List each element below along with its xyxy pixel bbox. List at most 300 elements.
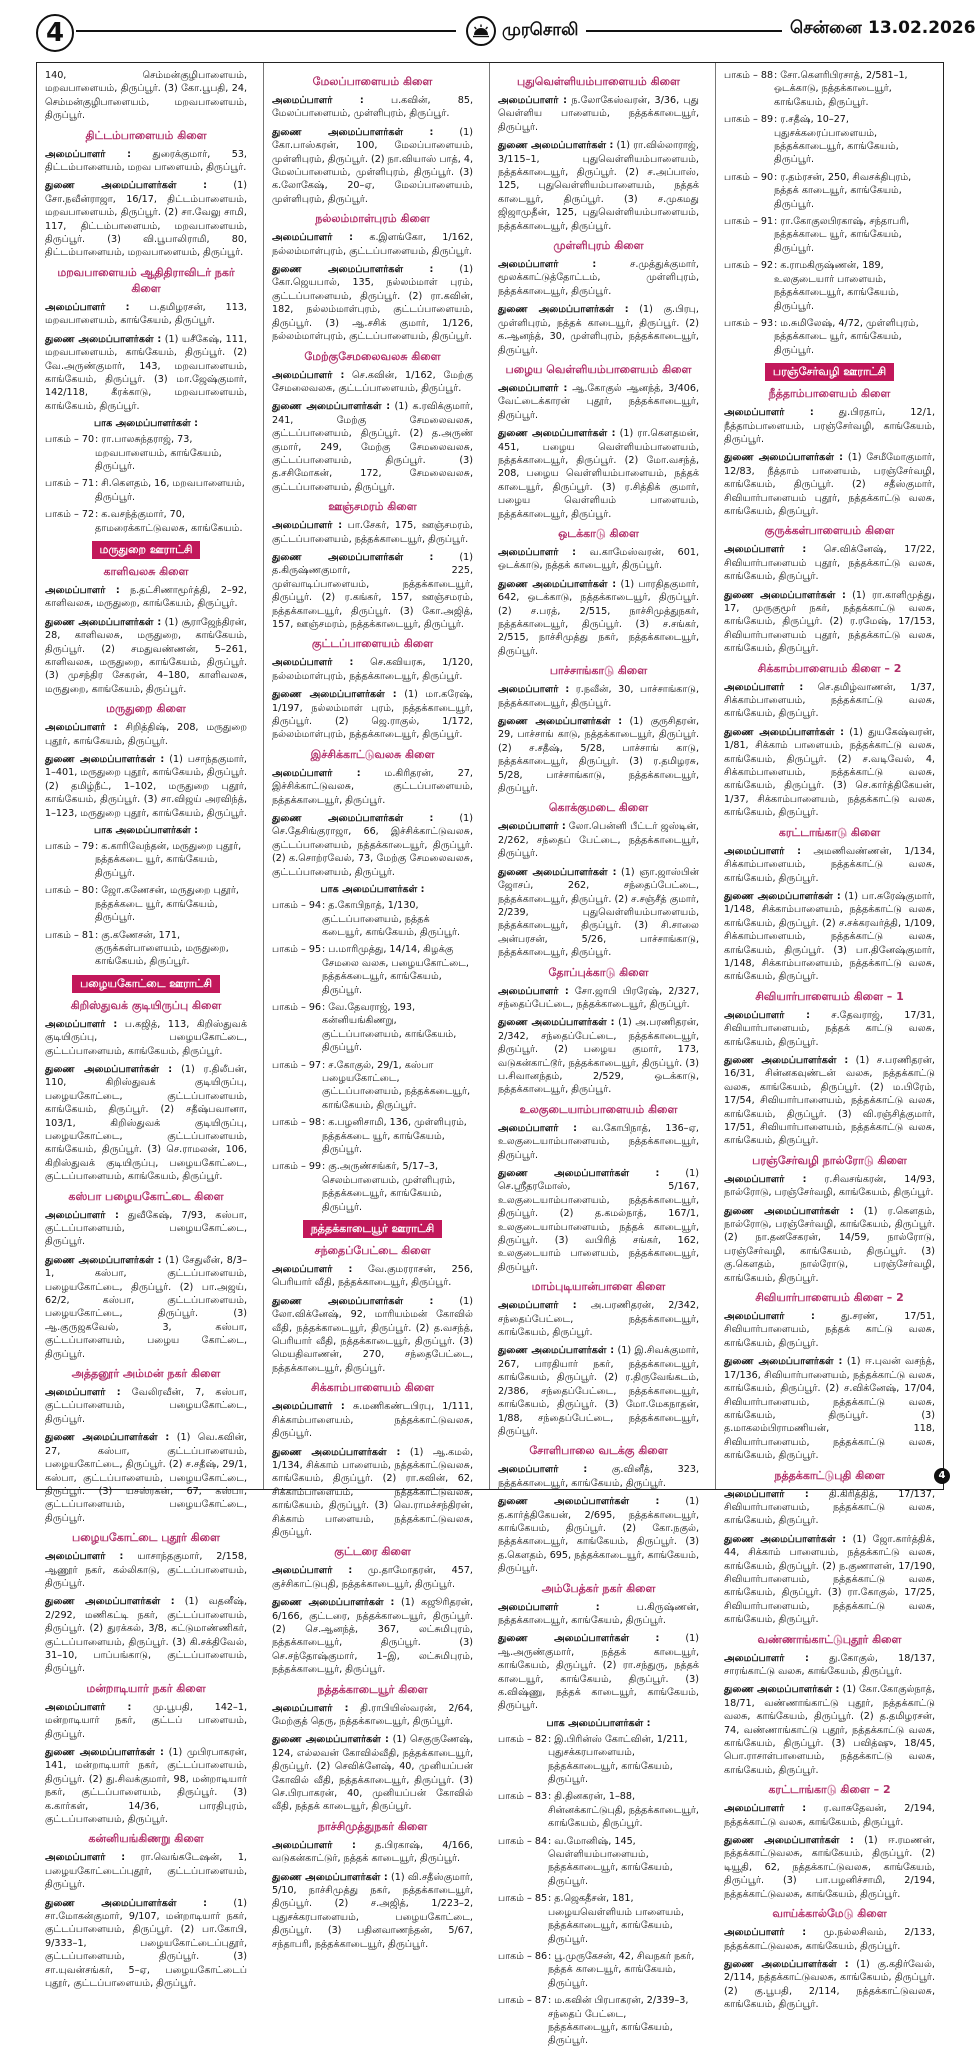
- role-label: துணை அமைப்பாளர்கள் :: [724, 1205, 854, 1217]
- entry-paragraph: [45, 333, 247, 413]
- section-heading: நத்தக்காடையூர் கிளை: [317, 1682, 428, 1696]
- entry-text: (1) கு.கதிர்வேல், 2/114, நத்தக்காட்டுவலசு, காங்கேயம், திருப்பூர். (2) கு.பூபதி, 2/114, நத்தக்காட்டுவலசு, காங்கேயம், திருப்பூர்.: [724, 1958, 935, 2011]
- section-heading: இச்சிக்காட்டுவலசு கிளை: [310, 747, 435, 761]
- role-label: துணை அமைப்பாளர்கள் :: [498, 866, 617, 878]
- role-label: அமைப்பாளர் :: [45, 1852, 126, 1864]
- section-heading: சிக்காம்பாளையம் கிளை – 2: [757, 661, 902, 675]
- role-label: துணை அமைப்பாளர்கள் :: [724, 1054, 849, 1066]
- entry-paragraph: [498, 1344, 699, 1438]
- section-heading: ஒடக்காடு கிளை: [558, 526, 639, 540]
- entry-text: ப.கவின், 85, மேலப்பாளையம், முள்ளிபுரம், திருப்பூர்.: [272, 95, 473, 120]
- entry-paragraph: [724, 451, 935, 518]
- role-label: அமைப்பாளர் :: [498, 1464, 588, 1476]
- role-label: துணை அமைப்பாளர்கள் :: [45, 616, 162, 628]
- booth-number: பாகம் – 84: [498, 1835, 548, 1847]
- booth-entry: [498, 1733, 699, 1787]
- section-heading: பழையகோட்டை புதூர் கிளை: [72, 1531, 220, 1545]
- booth-entry: [272, 1116, 473, 1156]
- entry-text: து.பிரதாப், 12/1, நீத்தாம்பாளையம், பரஞ்சேர்வழி, காங்கேயம், திருப்பூர்.: [724, 407, 935, 445]
- entry-text: (1) ரா.கௌதமன், 451, பழைய வெள்ளியம்பாளையம், நத்தக்காடையூர், திருப்பூர். (2) மோ.வசந்த், 208, பழைய வெள்ளியம்பாளையம், நத்தக் காடையூர், திருப்பூர். (3) ர.சித்திக் குமார், பழைய வெள்ளியம் பாளையம், நத்தக்காடையூர், திருப்பூர்.: [498, 428, 699, 520]
- booth-entry: [724, 259, 935, 313]
- role-label: துணை அமைப்பாளர்கள் :: [498, 578, 617, 590]
- role-label: அமைப்பாளர் :: [45, 1209, 119, 1221]
- entry-paragraph: [45, 1209, 247, 1249]
- entry-paragraph: [45, 1595, 247, 1675]
- entry-paragraph: [272, 1446, 473, 1540]
- section-heading: தோப்புக்காடு கிளை: [548, 965, 649, 979]
- role-label: துணை அமைப்பாளர்கள் :: [724, 726, 844, 738]
- role-label: அமைப்பாளர் :: [272, 520, 343, 532]
- entry-paragraph: [272, 1839, 473, 1866]
- booth-entry: [272, 1059, 473, 1113]
- booth-entry: [272, 1160, 473, 1214]
- role-label: அமைப்பாளர் :: [498, 1601, 600, 1613]
- entry-paragraph: [272, 1733, 473, 1813]
- section-heading: பாச்சாங்காடு கிளை: [549, 664, 648, 678]
- entry-text: (1) ஆ.கமல், 1/134, சிக்காம் பாளையம், நத்தக்காட்டுவலசு, காங்கேயம், திருப்பூர். (2) ரா.கவின், 62, சிக்காம்பாளையம், நத்தக்காட்டுவலசு, காங்கேயம், திருப்பூர். (3) வெ.ராமச்சந்திரன், சிக்காம் பாளையம், நத்தக்காட்டுவலசு, திருப்பூர்.: [272, 1446, 473, 1538]
- section-heading: சிவியார்பாளையம் கிளை – 2: [755, 1291, 904, 1305]
- sun-icon: [472, 24, 490, 38]
- section-heading: மேற்குசேமலைவலசு கிளை: [304, 349, 441, 363]
- entry-text: (1) செ.தேசிங்குராஜா, 66, இச்சிக்காட்டுவலசு, குட்டப்பாளையம், நத்தக்காடையூர், திருப்பூர். (2) க.சொற்ரவேல், 73, மேற்கு சேமலைவலசு, குட்டப்பாளையம், திருப்பூர்.: [272, 813, 474, 878]
- column-4: [715, 63, 943, 2011]
- entry-text: பா.சேகர், 175, ஊஞ்சமரம், குட்டப்பாளையம், நத்தக்காடையூர், திருப்பூர்.: [272, 520, 473, 545]
- entry-text: (1) அ.பரணிதரன், 2/342, சந்தைப்பேட்டை, நத்தக்காடையூர், திருப்பூர். (2) பழைய குமார், 173, வடுகன்காட்டூர், நத்தக்காடையூர், திருப்பூர். (3) ப.சிவானந்தம், 2/529, ஒடக்காடு, நத்தக்காடையூர், திருப்பூர்.: [498, 1017, 699, 1096]
- section-heading: கஸ்பா பழையகோட்டை கிளை: [68, 1189, 224, 1203]
- role-label: அமைப்பாளர் :: [272, 767, 361, 779]
- entry-text: (1) கஜூரிதரன், 6/166, குட்டரை, நத்தக்காடையூர், திருப்பூர். (2) செ.ஆனந்த், 367, லட்சுமிபுரம், நத்தக்காடையூர், திருப்பூர். (3) செ.சந்தோஷ்குமார், 1–இ, லட்சுமிபுரம், நத்தக்காடையூர், திருப்பூர்.: [272, 1597, 473, 1676]
- entry-text: து.சரண், 17/51, சிவியார்பாளையம், நத்தக் காட்டு வலசு, காங்கேயம், திருப்பூர்.: [724, 1311, 935, 1349]
- masthead-rule-right: [586, 30, 782, 32]
- entry-paragraph: [498, 578, 699, 658]
- entry-text: து.கோகுல், 18/137, சாரங்காட்டு வலசு, காங்கேயம், திருப்பூர்.: [724, 1652, 935, 1677]
- entry-text: யாசாந்தகுமார், 2/158, ஆணூர் நகர், கல்லிகாடு, குட்டப்பாளையம், திருப்பூர்.: [45, 1551, 247, 1589]
- role-label: அமைப்பாளர் :: [498, 95, 567, 106]
- booth-organizer: : கு.அருண்சங்கர், 5/17–3, செலம்பாளையம், முள்ளிபுரம், நத்தக்கடையூர், காங்கேயம், திருப்பூர்.: [322, 1161, 456, 1213]
- role-label: துணை அமைப்பாளர்கள் :: [498, 716, 623, 728]
- entry-text: துவீகேஷ், 7/93, கஸ்பா, குட்டப்பாளையம், பழையகோட்டை, திருப்பூர்.: [45, 1209, 247, 1248]
- booth-number: பாகம் – 81: [45, 929, 95, 941]
- booth-organizer: : க.ராமகிருஷ்ணன், 189, உலகுடையார் பாளையம், நத்தக்காடையூர், காங்கேயம், திருப்பூர்.: [774, 260, 899, 312]
- role-label: அமைப்பாளர் :: [45, 1551, 124, 1563]
- masthead: [26, 8, 976, 56]
- entry-text: (1) செ.ஸ்ரீதரமோஸ், 5/167, உலகுடையாம்பாளையம், நத்தக்காடையூர், திருப்பூர். (2) த.கமல்நாத், 167/1, உலகுடையாம்பாளையம், நத்தக் காடையூர், திருப்பூர். (3) வபிரித் சங்கர், 162, உலகுடையாம் பாளையம், நத்தக்காடையூர், திருப்பூர்.: [498, 1168, 700, 1273]
- role-label: துணை அமைப்பாளர்கள் :: [724, 1533, 847, 1545]
- entry-text: செ.கவியரசு, 1/120, நல்லம்மாள்புரம், நத்தக்காடையூர், திருப்பூர்.: [272, 657, 473, 682]
- booth-entry: [724, 171, 935, 211]
- entry-paragraph: [45, 616, 247, 696]
- section-heading: குட்டப்பாளையம் கிளை: [311, 637, 434, 651]
- entry-text: (1) ஈ.புவன் வசந்த், 17/136, சிவியார்பாளையம், நத்தக்காட்டு வலசு, காங்கேயம், திருப்பூர். (2) ச.விக்னேஷ், 17/04, சிவியார்பாளையம், நத்தக்காட்டு வலசு, காங்கேயம், திருப்பூர். (3) த.மாகலம்பிராமணியன், 118, சிவியார்பாளையம், நத்தக்காட்டு வலசு, காங்கேயம், திருப்பூர்.: [724, 1356, 936, 1462]
- entry-text: சு.மணிகண்டபிரபு, 1/111, சிக்காம்பாளையம், நத்தக்காட்டுவலசு, திருப்பூர்.: [272, 1401, 473, 1440]
- section-heading: பழைய வெள்ளியம்பாளையம் கிளை: [505, 362, 692, 376]
- entry-paragraph: [724, 1802, 935, 1829]
- entry-text: (1) த.கிருஷ்ணகுமார், 225, முள்வாடிப்பாளையம், நத்தக்காடையூர், திருப்பூர். (2) ர.கங்கர், 157, ஊஞ்சமரம், நத்தக்காடையூர், திருப்பூர். (3) கோ.அஜித், 157, ஊஞ்சமரம், நத்தக்காடையூர், திருப்பூர்.: [272, 551, 474, 630]
- entry-text: த.பிரகாஷ், 4/166, வடுகன்காட்டுர், நத்தக் காடையூர், திருப்பூர்.: [272, 1839, 473, 1865]
- entry-text: லோ.பென்னி பீட்டர் ஜஸ்டின், 2/262, சந்தைப் பேட்டை, நத்தக்காடையூர், திருப்பூர்.: [498, 821, 699, 860]
- entry-text: ரா.வெங்கடேஷன், 1, பழையகோட்டைப்புதூர், குட்டப்பாளையம், திருப்பூர்.: [45, 1852, 247, 1891]
- entry-text: (1) சேமீமோகுமார், 12/83, நீத்தாம் பாளையம், பரஞ்சேர்வழி, காங்கேயம், திருப்பூர். (2) சதீஸ்குமார், சிவியார்பாளையம் புதூர், நத்தக்காட்டு வலசு, காங்கேயம், திருப்பூர்.: [724, 452, 935, 517]
- column-3: [489, 63, 707, 2047]
- role-label: அமைப்பாளர் :: [45, 722, 118, 734]
- entry-paragraph: [724, 1834, 935, 1901]
- role-label: துணை அமைப்பாளர்கள் :: [498, 304, 629, 316]
- entry-text: வ.கோபிநாத், 136–ஏ, உலகுடையாம்பாளையம், நத்தக்காடையூர், திருப்பூர்.: [498, 1122, 699, 1161]
- subheading: பாக அமைப்பாளர்கள் :: [320, 884, 425, 896]
- entry-text: (1) கோ.பாஸ்கரன், 100, மேலப்பாளையம், முள்ளிபுரம், திருப்பூர். (2) நா.வியாஸ் பாத், 4, மேலப்பாளையம், முள்ளிபுரம், திருப்பூர். (3) க.லோகேஷ், 20–ஏ, மேலப்பாளையம், முள்ளிபுரம், திருப்பூர்.: [272, 126, 474, 205]
- booth-number: பாகம் – 98: [272, 1117, 322, 1129]
- entry-text: (1) ர.கௌதம், நால்ரோடு, பரஞ்சேர்வழி, காங்கேயம், திருப்பூர். (2) நா.தனசேகரன், 14/59, நால்ரோடு, பரஞ்சேர்வழி, காங்கேயம், திருப்பூர். (3) கு.கௌதம், நால்ரோடு, பரஞ்சேர்வழி, காங்கேயம், திருப்பூர்.: [724, 1205, 935, 1284]
- section-heading: புதுவெள்ளியம்பாளையம் கிளை: [517, 75, 680, 88]
- entry-paragraph: [45, 1701, 247, 1741]
- entry-paragraph: [45, 1851, 247, 1891]
- entry-paragraph: [724, 681, 935, 721]
- entry-text: ர.சிவசங்கரன், 14/93, நால்ரோடு, பரஞ்சேர்வழி, காங்கேயம், திருப்பூர்.: [724, 1173, 935, 1199]
- entry-paragraph: [724, 1205, 935, 1285]
- booth-organizer: : க.வசந்த்குமார், 70, தாமரைக்காட்டுவலசு, காங்கேயம்.: [95, 509, 243, 534]
- section-heading: காளிவலசு கிளை: [103, 564, 189, 578]
- subheading: பாக அமைப்பாளர்கள் :: [546, 1717, 651, 1729]
- section-heading: அம்பேத்கர் நகர் கிளை: [541, 1581, 656, 1595]
- entry-text: தி.ராபியிஸ்வரன், 2/64, மேற்குத் தெரு, நத்தக்காடையூர், திருப்பூர்.: [272, 1702, 473, 1727]
- entry-paragraph: [272, 126, 473, 206]
- entry-paragraph: [498, 1463, 699, 1490]
- section-heading: ஊஞ்சமரம் கிளை: [328, 500, 417, 514]
- entry-paragraph: [724, 890, 935, 984]
- entry-text: (1) கோ.ஜெயபால், 135, நல்லம்மாள் புரம், குட்டப்பாளையம், திருப்பூர். (2) ரா.கவின், 182, நல்லம்மாள்புரம், குட்டப்பாளையம், திருப்பூர். (3) ஆ.சசிக் குமார், 1/126, நல்லம்மாள்புரம், குட்டப்பாளையம், திருப்பூர்.: [272, 264, 474, 343]
- role-label: துணை அமைப்பாளர்கள் :: [724, 1958, 849, 1970]
- role-label: அமைப்பாளர் :: [724, 544, 807, 556]
- entry-text: (1) யசீகேஷ், 111, மறவபாளையம், காங்கேயம், திருப்பூர். (2) வே.அருண்குமார், 143, மறவபாளையம், காங்கேயம், திருப்பூர். (3) மா.ஜேஷ்குமார், 142/118, கீரக்காடு, மறவபாளையம், காங்கேயம், திருப்பூர்.: [45, 333, 247, 412]
- role-label: அமைப்பாளர் :: [498, 684, 570, 696]
- section-heading: மறவபாளையம் ஆதிதிராவிடர் நகர் கிளை: [57, 265, 235, 295]
- entry-paragraph: [45, 1550, 247, 1590]
- booth-entry: [272, 943, 473, 997]
- entry-text: (1) த.கார்த்திகேயன், 2/695, நத்தக்காடையூர், காங்கேயம், திருப்பூர். (2) கோ.நகுல், நத்தக்காடையூர், காங்கேயம், திருப்பூர். (3) த.கௌதம், 695, நத்தக்காடையூர், காங்கேயம், திருப்பூர்.: [498, 1496, 700, 1575]
- entry-text: (1) ரா.காளிமுத்து, 17, முருகுமூர் நகர், நத்தக்காட்டு வலசு, காங்கேயம், திருப்பூர். (2) ர.ரமேஷ், 17/153, சிவியார்பாளையம் புதூர், நத்தக்காட்டு வலசு, காங்கேயம், திருப்பூர்.: [724, 589, 935, 655]
- role-label: துணை அமைப்பாளர்கள் :: [45, 1063, 173, 1075]
- booth-number: பாகம் – 80: [45, 885, 95, 897]
- booth-number: பாகம் – 82: [498, 1733, 548, 1745]
- entry-text: ந.தட்சிணாமூர்த்தி, 2–92, காளிவலசு, மருதுறை, காங்கேயம், திருப்பூர்.: [45, 584, 247, 610]
- entry-text: (1) மா.கரேஷ், 1/197, நல்லம்மாள் புரம், நத்தக்காடையூர், திருப்பூர். (2) ஜெ.ராகுல், 1/172, நல்லம்மாள்புரம், நத்தக்காடையூர், திருப்பூர்.: [272, 689, 473, 741]
- booth-organizer: : வ.மோனிஷ், 145, வெள்ளியம்பாளையம், நத்தக்காடையூர், காங்கேயம், திருப்பூர்.: [548, 1835, 673, 1887]
- role-label: அமைப்பாளர் :: [272, 95, 364, 106]
- booth-entry: [272, 899, 473, 939]
- entry-text: ப.கிருஷ்ணன், நத்தக்காடையூர், காங்கேயம், திருப்பூர்.: [498, 1601, 699, 1626]
- section-heading: வண்ணாங்காட்டுபுதூர் கிளை: [757, 1632, 902, 1646]
- booth-number: பாகம் – 94: [272, 900, 322, 912]
- section-heading: அத்தனூர் அம்மன் நகர் கிளை: [71, 1367, 221, 1381]
- role-label: அமைப்பாளர் :: [45, 1387, 121, 1399]
- role-label: துணை அமைப்பாளர்கள் :: [498, 1017, 615, 1029]
- entry-text: (1) முபிரபாகரன், 141, மன்றாடியார் நகர், குட்டப்பாளையம், திருப்பூர். (2) து.சிவக்குமார், 98, மன்றாடியார் நகர், குட்டப்பாளையம், திருப்பூர். (3) க.கார்கள், 14/36, பாரதிபுரம், குட்டப்பாளையம், திருப்பூர்.: [45, 1747, 247, 1826]
- entry-paragraph: [272, 263, 473, 343]
- entry-text: மு.நல்லசிவம், 2/133, நத்தக்காட்டுவலசு, காங்கேயம், திருப்பூர்.: [724, 1927, 935, 1952]
- role-label: துணை அமைப்பாளர்கள் :: [724, 890, 841, 902]
- booth-entry: [498, 1790, 699, 1830]
- booth-organizer: : ஜோ.கணேசன், மருதுறை புதூர், நத்தக்கடை யூர், காங்கேயம், திருப்பூர்.: [95, 885, 239, 924]
- entry-text: ந.லோகேஸ்வரன், 3/36, புது வெள்ளிய பாளையம், நத்தக்காடையூர், திருப்பூர்.: [498, 95, 699, 133]
- entry-paragraph: [498, 866, 699, 960]
- entry-text: ப.கஜித், 113, கிறிஸ்துவக் குடியிருப்பு, பழையகோட்டை, குட்டப்பாளையம், காங்கேயம், திருப்பூர்.: [45, 1018, 247, 1057]
- booth-organizer: : த.ஜெகதீசன், 181, பழையவெள்ளியம் பாளையம், நத்தக்காடையூர், காங்கேயம், திருப்பூர்.: [548, 1893, 684, 1945]
- entry-paragraph: [498, 985, 699, 1012]
- role-label: துணை அமைப்பாளர்கள் :: [498, 1633, 660, 1645]
- section-heading: நத்தக்காட்டுபுதி கிளை: [774, 1468, 885, 1482]
- entry-paragraph: [45, 1431, 247, 1525]
- entry-paragraph: [272, 1871, 473, 1951]
- booth-number: பாகம் – 89: [724, 114, 774, 126]
- role-label: துணை அமைப்பாளர்கள் :: [498, 1168, 660, 1179]
- entry-text: (1) லோ.விக்னேஷ், 92, மாரியம்மன் கோவில் வீதி, நத்தக்காடையூர், திருப்பூர். (2) த.வசந்த், பெரியார் வீதி, நத்தக்காடையூர், திருப்பூர். (3) மெயதிவாணன், 270, சந்தைபேட்டை, நத்தக்காடையூர், திருப்பூர்.: [272, 1295, 474, 1374]
- entry-paragraph: [724, 1355, 935, 1462]
- role-label: துணை அமைப்பாளர்கள் :: [272, 689, 397, 701]
- entry-paragraph: [272, 767, 473, 807]
- entry-text: ர.வாசுதேவன், 2/194, நத்தக்காட்டு வலசு, காங்கேயம், திருப்பூர்.: [724, 1803, 935, 1828]
- booth-entry: [498, 1950, 699, 1990]
- booth-entry: [45, 477, 247, 504]
- role-label: அமைப்பாளர் :: [724, 1803, 807, 1815]
- article-columns: [36, 62, 944, 2047]
- entry-text: சோ.ஜாபி பிரரேஷ், 2/327, சந்தைப்பேட்டை, நத்தக்காடையூர், திருப்பூர்.: [498, 985, 699, 1010]
- booth-organizer: : ச.கோகுல், 29/1, கஸ்பா பழையகோட்டை, குட்டப்பாளையம், நத்தக்கடையூர், காங்கேயம், திருப்பூர்.: [322, 1059, 471, 1111]
- section-heading: நல்லம்மாள்புரம் கிளை: [315, 212, 430, 226]
- role-label: அமைப்பாளர் :: [45, 1018, 118, 1030]
- booth-entry: [724, 113, 935, 167]
- entry-text: ர.நவீன், 30, பாச்சாங்காடு, நத்தக்காடையூர், திருப்பூர்.: [498, 684, 699, 709]
- entry-paragraph: [272, 812, 473, 879]
- section-heading: சிக்காம்பாளையம் கிளை: [310, 1381, 434, 1395]
- role-label: அமைப்பாளர் :: [498, 985, 569, 997]
- booth-number: பாகம் – 91: [724, 216, 774, 228]
- booth-entry: [498, 1892, 699, 1946]
- entry-paragraph: [45, 1897, 247, 1991]
- booth-number: பாகம் – 72: [45, 509, 95, 521]
- booth-number: பாகம் – 93: [724, 317, 774, 329]
- entry-text: (1) ஞா.ஜாஸ்பின் ஜோசப், 262, சந்தைப்பேட்டை, நத்தக்காடையூர், திருப்பூர். (2) ச.சஞ்சீத் குமார், 2/239, புதுவெள்ளியம்பாளையம், நத்தக்காடையூர், திருப்பூர். (3) சி.சாலை அன்பரசன், 5/26, பாச்சாங்காடு, நத்தக்காடையூர், திருப்பூர்.: [498, 866, 699, 959]
- role-label: துணை அமைப்பாளர்கள் :: [45, 180, 208, 192]
- entry-paragraph: [498, 1632, 699, 1712]
- booth-entry: [724, 69, 935, 109]
- panchayat-banner: பரஞ்சேர்வழி ஊராட்சி: [765, 363, 894, 381]
- role-label: அமைப்பாளர் :: [724, 1311, 815, 1323]
- booth-number: பாகம் – 90: [724, 171, 774, 183]
- role-label: அமைப்பாளர் :: [45, 148, 132, 160]
- role-label: துணை அமைப்பாளர்கள் :: [724, 1684, 840, 1696]
- role-label: துணை அமைப்பாளர்கள் :: [272, 1446, 401, 1458]
- entry-text: (1) குருசிதரன், 29, பாச்சாங் காடு, நத்தக்காடையூர், திருப்பூர். (2) ச.சதீஷ், 5/28, பாச்சாங் காடு, நத்தக்காடையூர், திருப்பூர். (3) ர.தமிழரசு, 5/28, பாச்சாங்காடு, நத்தக்காடையூர், திருப்பூர்.: [498, 716, 699, 795]
- booth-organizer: : ர.சதீஷ், 10–27, புதுசக்கரைப்பாளையம், நத்தக்காடையூர், காங்கேயம், திருப்பூர்.: [774, 114, 899, 166]
- entry-text: சிறித்திஷ், 208, மருதுறை புதூர், காங்கேயம், திருப்பூர்.: [45, 722, 247, 747]
- role-label: அமைப்பாளர் :: [272, 1565, 353, 1577]
- entry-paragraph: [272, 519, 473, 546]
- role-label: துணை அமைப்பாளர்கள் :: [724, 589, 846, 601]
- booth-entry: [45, 929, 247, 969]
- role-label: அமைப்பாளர் :: [272, 369, 345, 381]
- role-label: அமைப்பாளர் :: [272, 232, 353, 244]
- booth-number: பாகம் – 86: [498, 1950, 548, 1962]
- booth-number: பாகம் – 79: [45, 841, 95, 853]
- masthead-rule-left: [76, 30, 456, 32]
- section-heading: குட்டரை கிளை: [334, 1545, 411, 1559]
- entry-text: (1) வி.சதீஸ்குமார், 5/10, நாச்சிமுத்து நகர், நத்தக்காடையூர், திருப்பூர். (2) ச.அஜித், 1/223–2, புதுசக்கரபாளையம், பழையகோட்டை, திருப்பூர். (3) பதினவாணந்தன், 5/67, சந்தாபரி, நத்தக்காடையூர், திருப்பூர்.: [272, 1871, 473, 1950]
- panchayat-banner: மருதுறை ஊராட்சி: [92, 541, 201, 559]
- role-label: துணை அமைப்பாளர்கள் :: [45, 1596, 175, 1608]
- section-heading: சந்தைப்பேட்டை கிளை: [314, 1244, 431, 1258]
- entry-paragraph: [272, 1295, 473, 1375]
- entry-text: (1) பாரதிதகுமார், 642, ஒடக்காடு, நத்தக்காடையூர், திருப்பூர். (2) ச.பரத், 2/515, நாச்சிமுத்துநகர், நத்தக்காடையூர், திருப்பூர். (3) ச.சங்கர், 2/515, நாச்சிமுத்து நகர், நத்தக்காடையூர், திருப்பூர்.: [498, 578, 699, 657]
- entry-text: செ.தமிழ்வாணன், 1/37, சிக்காம்பாளையம், நத்தக்காட்டு வலசு, காங்கேயம், திருப்பூர்.: [724, 681, 935, 720]
- role-label: அமைப்பாளர் :: [724, 1488, 809, 1500]
- booth-number: பாகம் – 83: [498, 1791, 548, 1803]
- role-label: துணை அமைப்பாளர்கள் :: [45, 754, 165, 766]
- booth-organizer: : வே.தேவராஜ், 193, கன்னியங்கிணறு, குட்டப்பாளையம், காங்கேயம், திருப்பூர்.: [322, 1001, 457, 1054]
- entry-text: 140, செம்மன்குழிபாளையம், மறவபாளையம், திருப்பூர். (3) கோ.பூபதி, 24, செம்மன்குழிபாளையம், மறவபாளையம், திருப்பூர்.: [45, 70, 247, 122]
- booth-entry: [724, 215, 935, 255]
- entry-paragraph: [272, 94, 473, 121]
- entry-text: (1) சா.மோகன்குமார், 9/107, மன்றாடியார் நகர், குட்டப்பாளையம், திருப்பூர். (2) பா.கோபி, 9/333–1, பழையகோட்டைப்புதூர், குட்டப்பாளையம், திருப்பூர். (3) சா.யுவன்சங்கர், 5–ஏ, பழையகோட்டைப் புதூர், குட்டப்பாளையம், திருப்பூர்.: [45, 1897, 247, 1990]
- entry-paragraph: [498, 1495, 699, 1575]
- entry-paragraph: [498, 382, 699, 422]
- section-heading: திட்டம்பாளையம் கிளை: [85, 128, 207, 142]
- entry-text: மு.பூபதி, 142–1, மன்றாடியார் நகர், குட்டப் பாளையம், திருப்பூர்.: [45, 1701, 247, 1740]
- entry-paragraph: [498, 683, 699, 710]
- paper-logo: [466, 16, 579, 46]
- role-label: துணை அமைப்பாளர்கள் :: [45, 1897, 208, 1909]
- entry-paragraph: [45, 1063, 247, 1184]
- entry-text: (1) துயகேஷ்வரன், 1/81, சிக்காம் பாளையம், நத்தக்காட்டு வலசு, காங்கேயம், திருப்பூர். (2) ச.வடிவேல், 4, சிக்காம்பாளையம், நத்தக்காட்டு வலசு, காங்கேயம், திருப்பூர். (3) செ.கார்த்திகேயன், 1/37, சிக்காம்பாளையம், நத்தக்காட்டு வலசு, காங்கேயம், திருப்பூர்.: [724, 726, 935, 819]
- entry-text: (1) ச.பரணிதரன், 16/31, சின்னகவுண்டன் வலசு, நத்தக்காட்டு வலசு, காங்கேயம், திருப்பூர். (2) ம.பிரேம், 17/54, சிவியார்பாளையம், நத்தக்காட்டு வலசு, காங்கேயம், திருப்பூர். (3) வி.ரஞ்சித்குமார், 17/51, சிவியார்பாளையம், நத்தக்காட்டு வலசு, காங்கேயம், திருப்பூர்.: [724, 1054, 935, 1147]
- corner-page-number: 4: [934, 1468, 950, 1484]
- entry-paragraph: [498, 1016, 699, 1096]
- section-heading: குருக்கள்பாளையம் கிளை: [764, 524, 895, 538]
- booth-organizer: : த.கோபிநாத், 1/130, குட்டப்பாளையம், நத்தக் கடையூர், காங்கேயம், திருப்பூர்.: [322, 900, 461, 938]
- entry-text: (1) ஜோ.கார்த்திக், 44, சிக்காம் பாளையம், நத்தக்காட்டு வலசு, காங்கேயம், திருப்பூர். (2) ந.குணாளன், 17/190, சிவியார்பாளையம், நத்தக்காட்டு வலசு, காங்கேயம், திருப்பூர். (3) ரா.கோகுல், 17/25, சிவியார்பாளையம், நத்தக்காட்டு வலசு, காங்கேயம், திருப்பூர்.: [724, 1533, 935, 1626]
- entry-text: வ.காமேஸ்வரன், 601, ஒடக்காடு, நத்தக் காடையூர், திருப்பூர்.: [498, 546, 699, 572]
- role-label: அமைப்பாளர் :: [45, 301, 130, 313]
- entry-text: துரைக்குமார், 53, திட்டம்பாளையம், மறவ பாளையம், திருப்பூர்.: [45, 148, 247, 174]
- booth-entry: [724, 317, 935, 357]
- edition-date: 13.02.2026: [868, 18, 976, 38]
- entry-paragraph: [724, 1533, 935, 1627]
- booth-number: பாகம் – 85: [498, 1893, 548, 1905]
- entry-text: (1) வெ.கவின், 27, கஸ்பா, குட்டப்பாளையம், பழையகோட்டை, திருப்பூர். (2) ச.சதீஷ், 29/1, கஸ்பா, குட்டப்பாளையம், பழையகோட்டை, திருப்பூர். (3) யசஸ்ரகன், 67, கஸ்பா, குட்டப்பாளையம், பழையகோட்டை, திருப்பூர்.: [45, 1432, 247, 1524]
- entry-paragraph: [272, 231, 473, 258]
- booth-organizer: : ரா.கோகுலபிரகாஷ், சந்தாபரி, நத்தக்காடை யூர், காங்கேயம், திருப்பூர்.: [774, 216, 910, 254]
- entry-paragraph: [498, 1601, 699, 1628]
- column-1: [37, 63, 255, 1990]
- entry-paragraph: [724, 1683, 935, 1777]
- role-label: துணை அமைப்பாளர்கள் :: [272, 1597, 395, 1609]
- role-label: அமைப்பாளர் :: [272, 657, 354, 669]
- role-label: அமைப்பாளர் :: [724, 1009, 810, 1021]
- entry-text: க.இளங்கோ, 1/162, நல்லம்மாள்புரம், குட்டப்பாளையம், திருப்பூர்.: [272, 232, 473, 257]
- booth-organizer: : இ.பிரின்ஸ் கோட்வின், 1/211, புதுசக்கரபாளையம், நத்தக்காடையூர், காங்கேயம், திருப்பூர்.: [548, 1733, 688, 1786]
- entry-text: (1) ரா.வில்லாராஜ், 3/115–1, புதுவெள்ளியம்பாளையம், நத்தக்காடையூர், திருப்பூர். (2) ச.அப்பாஸ், 125, புதுவெள்ளியம்பாளையம், நத்தக் காடையூர், திருப்பூர். (3) ச.முகமது ஜிஜாமுதீன், 125, புதுவெள்ளியம்பாளையம், நத்தக்காடையூர், திருப்பூர்.: [498, 140, 699, 232]
- role-label: அமைப்பாளர் :: [724, 681, 804, 693]
- entry-paragraph: [45, 1746, 247, 1826]
- entry-text: (1) இ.சிவக்குமார், 267, பாரதியார் நகர், நத்தக்காடையூர், காங்கேயம், திருப்பூர். (2) ர.திருவேங்கடம், 2/386, சந்தைப்பேட்டை, நத்தக்காடையூர், காங்கேயம், திருப்பூர். (3) மோ.மேகநாதன், 1/88, சந்தைப்பேட்டை, நத்தக்காடையூர், திருப்பூர்.: [498, 1345, 699, 1437]
- edition-city: சென்னை: [790, 18, 862, 38]
- entry-paragraph: [272, 1400, 473, 1440]
- role-label: அமைப்பாளர் :: [498, 1300, 577, 1312]
- entry-text: (1) பசாந்தகுமார், 1–401, மருதுறை புதூர், காங்கேயம், திருப்பூர். (2) தமிழ்நீட், 1–102, மருதுறை புதூர், காங்கேயம், திருப்பூர். (3) சா.விஜய் அரவிந்த், 1–123, மருதுறை புதூர், காங்கேயம், திருப்பூர்.: [45, 754, 247, 819]
- entry-paragraph: [272, 1596, 473, 1676]
- role-label: அமைப்பாளர் :: [45, 1701, 132, 1713]
- entry-text: (1) சேதுலீன், 8/3–1, கஸ்பா, குட்டப்பாளையம், பழையகோட்டை, திருப்பூர். (2) பா.அஜய், 62/2, கஸ்பா, குட்டப்பாளையம், பழையகோட்டை, திருப்பூர். (3) ஆ.குருஜகவேல், 3, கஸ்பா, குட்டப்பாளையம், பழைய கோட்டை, திருப்பூர்.: [45, 1254, 247, 1360]
- entry-text: ப.தமிழரசன், 113, மறவபாளையம், காங்கேயம், திருப்பூர்.: [45, 301, 247, 327]
- entry-paragraph: [724, 1310, 935, 1350]
- role-label: அமைப்பாளர் :: [45, 584, 120, 596]
- entry-text: ச.தேவராஜ், 17/31, சிவியார்பாளையம், நத்தக் காட்டு வலசு, காங்கேயம், திருப்பூர்.: [724, 1009, 935, 1048]
- role-label: துணை அமைப்பாளர்கள் :: [498, 1496, 660, 1508]
- booth-organizer: : ப.மாரிமுத்து, 14/14, கிழக்கு சேமலை வலசு, பழையகோட்டை, நத்தக்கடையூர், காங்கேயம், திருப்பூர்.: [322, 944, 469, 996]
- subheading: பாக அமைப்பாளர்கள் :: [93, 825, 199, 837]
- entry-paragraph: [724, 845, 935, 885]
- entry-text: (1) ஈ.ரமணன், நத்தக்காட்டுவலசு, காங்கேயம், திருப்பூர். (2) டியூதி, 62, நத்தக்காட்டுவலசு, காங்கேயம், திருப்பூர். (3) பா.பழனிச்சாமி, 2/194, நத்தக்காட்டுவலசு, காங்கேயம், திருப்பூர்.: [724, 1835, 935, 1900]
- entry-paragraph: [498, 427, 699, 521]
- booth-organizer: : க.பழனிசாமி, 136, முள்ளிபுரம், நத்தக்கடை யூர், காங்கேயம், திருப்பூர்.: [322, 1117, 467, 1155]
- entry-text: மு.தாமோதரன், 457, குச்சிகாட்டுபுதி, நத்தக்காடையூர், திருப்பூர்.: [272, 1565, 473, 1590]
- entry-paragraph: [272, 656, 473, 683]
- entry-text: (1) கோ.கோகுல்நாத், 18/71, வண்ணாங்காட்டு புதூர், நத்தக்காட்டு வலசு, காங்கேயம், திருப்பூர். (2) த.தமிழரசன், 74, வண்ணாங்காட்டு புதூர், நத்தக்காட்டு வலசு, காங்கேயம், திருப்பூர். (3) பவித்ஷு, 18/45, பொ.ராசாள்பாளையம், நத்தக்காட்டு வலசு, காங்கேயம், திருப்பூர்.: [724, 1684, 935, 1776]
- paper-name: முரசொலி: [502, 20, 579, 40]
- section-heading: மேலப்பாளையம் கிளை: [312, 75, 433, 88]
- section-heading: நாச்சிமுத்துநகர் கிளை: [317, 1819, 428, 1833]
- section-heading: முள்ளிபுரம் கிளை: [553, 239, 644, 253]
- entry-paragraph: [45, 301, 247, 328]
- role-label: துணை அமைப்பாளர்கள் :: [272, 1734, 389, 1746]
- entry-text: (1) பா.சுரேஷ்குமார், 1/148, சிக்காம்பாளையம், நத்தக்காட்டு வலசு, காங்கேயம், திருப்பூர். (2) ச.சக்கரவர்த்தி, 1/109, சிக்காம்பாளையம், நத்தக்காட்டு வலசு, காங்கேயம், திருப்பூர். (3) பா.தினேஷ்குமார், 1/148, சிக்காம்பாளையம், நத்தக்காட்டு வலசு, காங்கேயம், திருப்பூர்.: [724, 890, 935, 983]
- booth-organizer: : ம.சுமிலேஷ், 4/72, முள்ளிபுரம், நத்தக்காடை யூர், காங்கேயம், திருப்பூர்.: [774, 317, 919, 356]
- booth-entry: [45, 884, 247, 924]
- entry-paragraph: [272, 688, 473, 742]
- booth-organizer: : ரா.பாலசுந்தராஜ், 73, மறவபாளையம், காங்கேயம், திருப்பூர்.: [95, 434, 222, 472]
- section-heading: மாம்புடியான்பாளை கிளை: [531, 1280, 666, 1294]
- section-heading: பரஞ்சேர்வழி நால்ரோடு கிளை: [752, 1153, 907, 1167]
- entry-paragraph: [724, 406, 935, 446]
- role-label: துணை அமைப்பாளர்கள் :: [498, 140, 614, 152]
- entry-paragraph: [272, 1564, 473, 1591]
- role-label: அமைப்பாளர் :: [724, 1652, 809, 1664]
- entry-paragraph: [272, 369, 473, 396]
- entry-paragraph: [724, 543, 935, 583]
- rising-sun-logo-icon: [466, 16, 496, 46]
- entry-text: (1) கு.பிரபு, முள்ளிபுரம், நத்தக் காடையூர், திருப்பூர். (2) க.ஆனந்த், 30, முள்ளிபுரம், நத்தக்காடையூர், திருப்பூர்.: [498, 304, 699, 356]
- booth-organizer: : சி.கௌதம், 16, மறவபாளையம், திருப்பூர்.: [95, 478, 245, 503]
- entry-paragraph: [45, 148, 247, 175]
- booth-number: பாகம் – 88: [724, 70, 774, 81]
- entry-paragraph: [498, 303, 699, 357]
- role-label: துணை அமைப்பாளர்கள் :: [45, 1432, 170, 1444]
- booth-organizer: : தி.தினகரன், 1–88, சின்னக்காட்டுபுதி, நத்தக்காடையூர், காங்கேயம், திருப்பூர்.: [548, 1791, 699, 1830]
- booth-organizer: : ர.தம்ரசன், 250, சிவசக்திபுரம், நத்தக் காடையூர், காங்கேயம், திருப்பூர்.: [774, 171, 912, 210]
- entry-paragraph: [724, 589, 935, 656]
- section-heading: வாய்க்கால்மேடு கிளை: [772, 1907, 887, 1921]
- entry-text: (1) சோ.நவீன்ராஜா, 16/17, திட்டம்பாளையம், மறவபாளையம், திருப்பூர். (2) சா.வேலு சாமி, 117, திட்டம்பாளையம், மறவபாளையம், திருப்பூர். (3) வி.பூபாலிராமி, 80, திட்டம்பாளையம், மறவபாளையம், திருப்பூர்.: [45, 180, 247, 259]
- entry-paragraph: [45, 179, 247, 259]
- entry-paragraph: [724, 1173, 935, 1200]
- entry-paragraph: [45, 753, 247, 820]
- entry-paragraph: [498, 820, 699, 860]
- role-label: அமைப்பாளர் :: [272, 1839, 356, 1851]
- role-label: துணை அமைப்பாளர்கள் :: [272, 401, 391, 413]
- page-number: 4: [36, 14, 74, 52]
- role-label: அமைப்பாளர் :: [498, 546, 577, 558]
- booth-organizer: : பூ.முருகேசன், 42, சிவநகர் நகர், நத்தக் காடையூர், காங்கேயம், திருப்பூர்.: [548, 1950, 695, 1989]
- entry-text: செ.கவின், 1/162, மேற்கு சேமலைவலசு, குட்டப்பாளையம், திருப்பூர்.: [272, 369, 473, 394]
